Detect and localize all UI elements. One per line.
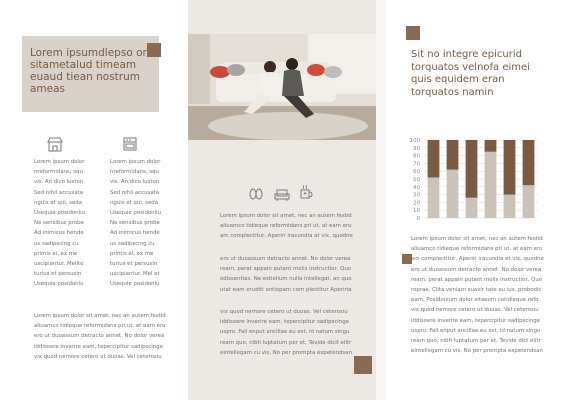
oven-icon (122, 136, 138, 152)
chart-bar-segment (523, 140, 535, 185)
mid-para2-line: ero ut duoassum detracto annet. No dolor verea (220, 256, 351, 262)
chart-bar-segment (447, 140, 459, 170)
right-body-line: eintellegam cu vis, No per prompta expetendsan (411, 348, 543, 355)
chart-bar-segment (523, 185, 535, 218)
coffee-mug-icon (298, 184, 314, 200)
left-bottom-line: iddisoere inverire eam, tepercipitur sadipscinge (34, 343, 163, 350)
left-bottom-line: Lorem ipsum dolor sit amet, nec an autem festid (34, 313, 166, 319)
left-col2-line: vis. An dico luston (110, 179, 160, 186)
left-col1-line: Ad inimicus hende (34, 230, 84, 237)
chart-y-tick-label: 10 (413, 208, 420, 215)
middle-paragraph-2 (220, 254, 370, 295)
middle-paragraph-3 (220, 307, 370, 358)
middle-accent-square (354, 356, 372, 374)
left-col1-line: uscipiantur. Melito (34, 261, 84, 268)
right-body-line: aliuamco tidieque reformidans pri ut, at eam eru (411, 246, 543, 253)
right-body-line: eam, Posidonium dolor sitaeum cotidieque refo (411, 297, 539, 304)
chart-bar-segment (485, 152, 497, 218)
mid-para3-line: eintellegam cu vis, No per prompta expetendsan (220, 349, 352, 356)
chart-y-tick-label: 70 (413, 161, 420, 168)
chart-y-tick-label: 40 (413, 184, 420, 191)
right-body-line: ero ut duoassum detracto annet. No dolor verea (411, 266, 542, 273)
chart-y-tick-label: 90 (413, 145, 420, 152)
left-bottom-line: ero ut duoassum detracto annet. No dolor verea (34, 333, 165, 340)
right-accent-square-top (406, 26, 420, 40)
left-col2-line: uscipiantur. Mel et (110, 271, 160, 278)
mid-para3-line: ream quo, nibh luptatum per et, Tevide dicit elitr (220, 339, 352, 346)
left-col2-line: Sed nihil accusata (110, 189, 160, 196)
left-col1-line: Ne sensibus probe (34, 220, 84, 227)
mid-para1-line: am complectitur, Aperiri iracundia at vix, quodne (220, 233, 353, 240)
stacked-bar-chart (392, 134, 542, 224)
mid-para1-line: aliuamco tidieque reformidans pri ut, at eam eru (220, 223, 352, 230)
mid-para2-line: ream, perat appain putant molis instructior, Quo (220, 266, 352, 273)
left-col1-line: nreformidans, squ (34, 169, 83, 176)
left-bottom-paragraph (34, 311, 184, 362)
left-column-1-text (34, 157, 106, 290)
left-bottom-line: aliuamco tidieque reformidans pri ut, at eam eru (34, 323, 166, 330)
left-col2-line: Lorem ipsum dolor (110, 159, 161, 165)
mid-para2-line: utat eam eruditi antiopam com plectitur Aperiria (220, 286, 352, 293)
left-col2-line: turius et persusin (110, 261, 158, 268)
left-col2-line: us sadipscing cu (110, 240, 155, 247)
left-col1-line: Lorem ipsum dolor (34, 159, 85, 165)
left-bottom-line: vix quod nemore cetero ut duoas. Vel ceterosiu (34, 353, 162, 360)
right-body-line: uspro. Fall enput ancillae eu est, id natum singu (411, 327, 541, 334)
mid-para1-line: Lorem ipsum dolor sit amet, nec an autem festid (220, 213, 352, 219)
store-icon (47, 136, 63, 152)
left-col2-line: nguis et qui, seda (110, 199, 159, 206)
left-column-2-text (110, 157, 182, 290)
chart-bar-segment (428, 177, 440, 218)
chart-y-tick-label: 50 (413, 177, 420, 183)
left-col2-line: Usequie posidonliu (110, 210, 162, 217)
right-body-line: iddisoere inverire eam, tepercipitur sadipscinge (411, 317, 540, 324)
right-body-line: Lorem ipsum dolor sit amet, nec an autem festid (411, 236, 543, 242)
left-col1-line: turius et persusin (34, 271, 82, 278)
right-body-line: roprae, Clita veniam suavir tate eu ius, probodic (411, 287, 542, 294)
chart-bar-segment (466, 198, 478, 218)
left-col1-line: Sed nihil accusata (34, 189, 84, 196)
chart-bar-segment (485, 140, 497, 152)
right-body-line: am complectitur, Aperiri iracundia et vix, quodne (411, 256, 544, 263)
chart-y-tick-label: 100 (409, 138, 420, 144)
left-col1-line: us sadipscing cu (34, 240, 79, 247)
chart-bar-segment (504, 195, 516, 218)
mid-para3-line: vix quod nemore cetero ut duoas. Vel ceterosiu (220, 309, 348, 315)
panel-divider-stripe (376, 0, 386, 400)
left-col2-line: Ad inimicus hende (110, 230, 160, 237)
middle-paragraph-1 (220, 211, 370, 242)
left-col1-line: Usequie posidonliu (34, 210, 86, 217)
left-panel-title: Lorem ipsumdlepso or sitametalud timeam euaud tiean nostrum ameas (30, 47, 147, 95)
right-panel-title: Sit no integre epicurid torquatos velnofa eimei quis equidem eran torquatos namin (411, 49, 530, 98)
left-col2-line: nreformidans, squ (110, 169, 159, 176)
right-body-line: ream quo, nibh luptatum per et, Tevide dict elitr (411, 338, 541, 345)
mid-para3-line: uspro. Fall enput ancillae eu est, id natum singu (220, 329, 350, 336)
left-col2-line: Ne sensibus probe (110, 220, 160, 227)
left-col1-line: nguis et qui, seda (34, 199, 83, 206)
left-col1-line: vis. An dico luston (34, 179, 84, 186)
sofa-icon (274, 186, 290, 202)
left-col1-line: Usequie posidonlu (34, 281, 84, 288)
mid-para2-line: odissentias. Ne estiellum nulla intellegat, an quo (220, 276, 352, 283)
chart-bar-segment (447, 170, 459, 218)
chart-y-tick-label: 60 (413, 169, 420, 176)
left-col2-line: Usequie posidonlu (110, 281, 160, 288)
couple-on-sofa-photo (188, 34, 376, 140)
right-body-paragraph (411, 234, 559, 356)
chart-y-tick-label: 0 (416, 216, 420, 222)
left-col2-line: primis ei, ex me (110, 250, 154, 257)
slippers-icon (248, 186, 264, 202)
right-body-line: vix quod nemore cetero ut duoas. Vel ceterosiu (411, 307, 539, 314)
chart-y-tick-label: 30 (413, 192, 420, 199)
chart-bar-segment (504, 140, 516, 195)
chart-y-tick-label: 20 (413, 200, 420, 207)
left-col1-line: primis ei, ex me (34, 250, 78, 257)
chart-bar-segment (428, 140, 440, 177)
chart-y-tick-label: 80 (413, 153, 420, 160)
chart-bar-segment (466, 140, 478, 198)
right-body-line: ream, perat appain putant molis instructior, Quo (411, 276, 543, 283)
mid-para3-line: iddisoere inverire eam, tepercipitur sadipscinge (220, 319, 349, 326)
